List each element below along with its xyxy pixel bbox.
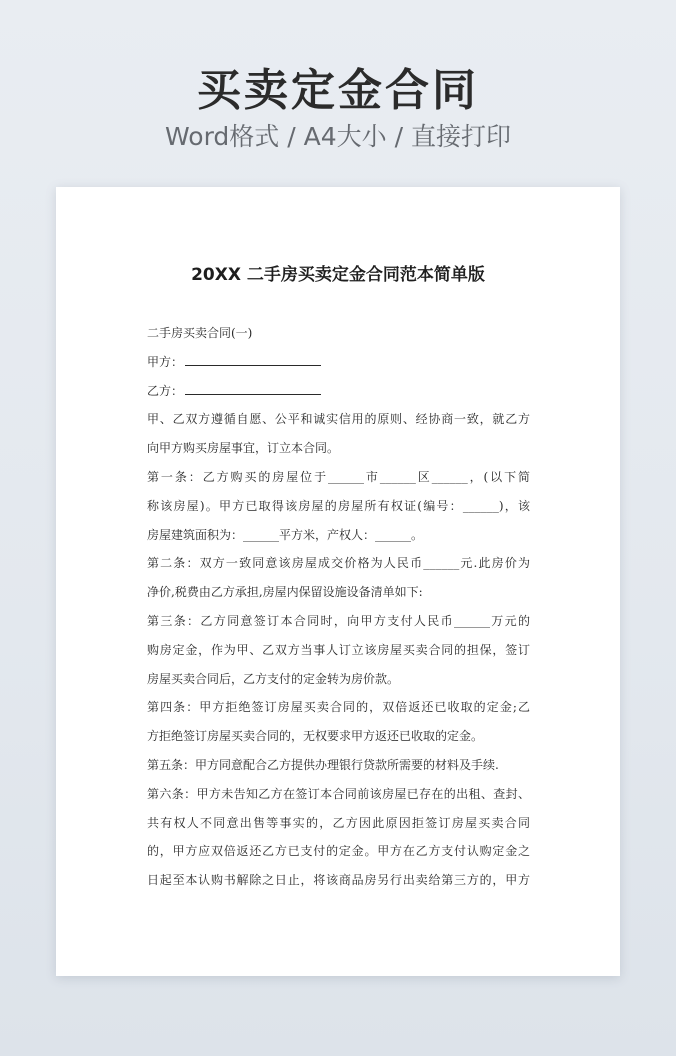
party-a-line [147, 348, 530, 377]
paragraph-line: 第二条：双方一致同意该房屋成交价格为人民币______元.此房价为 [147, 556, 530, 571]
document-body [147, 319, 530, 895]
document-page [56, 187, 620, 976]
paragraph-line: 房屋建筑面积为：______平方米，产权人：______。 [147, 527, 424, 542]
paragraph-line: 甲、乙双方遵循自愿、公平和诚实信用的原则、经协商一致，就乙方 [147, 412, 530, 427]
paragraph-line: 的，甲方应双倍返还乙方已支付的定金。甲方在乙方支付认购定金之 [147, 844, 530, 859]
party-a-blank [185, 353, 321, 366]
banner-title: 买卖定金合同 [197, 65, 479, 116]
paragraph-line: 第三条：乙方同意签订本合同时，向甲方支付人民币______万元的 [147, 613, 530, 628]
paragraph-line: 向甲方购买房屋事宜，订立本合同。 [147, 441, 340, 456]
party-b-line [147, 377, 530, 406]
paragraph-line: 第六条：甲方未告知乙方在签订本合同前该房屋已存在的出租、查封、 [147, 786, 530, 801]
paragraph-line: 第五条：甲方同意配合乙方提供办理银行贷款所需要的材料及手续. [147, 757, 499, 772]
paragraph-line: 共有权人不同意出售等事实的，乙方因此原因拒签订房屋买卖合同 [147, 815, 530, 830]
banner-subtitle: Word格式 / A4大小 / 直接打印 [165, 122, 511, 151]
party-b-label: 乙方： [147, 383, 184, 398]
paragraph-line: 第一条：乙方购买的房屋位于______市______区______，(以下简 [147, 469, 530, 484]
paragraph-line: 方拒绝签订房屋买卖合同的，无权要求甲方返还已收取的定金。 [147, 729, 484, 744]
contract-heading: 二手房买卖合同(一) [147, 326, 253, 340]
paragraph-line: 日起至本认购书解除之日止，将该商品房另行出卖给第三方的，甲方 [147, 873, 530, 888]
paragraph-line: 第四条：甲方拒绝签订房屋买卖合同的，双倍返还已收取的定金;乙 [147, 700, 530, 715]
document-title: 20XX 二手房买卖定金合同范本简单版 [191, 265, 485, 285]
paragraph-line: 称该房屋)。甲方已取得该房屋的房屋所有权证(编号：______)，该 [147, 498, 530, 513]
party-b-blank [185, 382, 321, 395]
paragraph-line: 购房定金，作为甲、乙双方当事人订立该房屋买卖合同的担保，签订 [147, 642, 530, 657]
paragraph-line: 净价,税费由乙方承担,房屋内保留设施设备清单如下: [147, 585, 423, 600]
party-a-label: 甲方： [147, 354, 184, 369]
paragraph-line: 房屋买卖合同后，乙方支付的定金转为房价款。 [147, 671, 400, 686]
